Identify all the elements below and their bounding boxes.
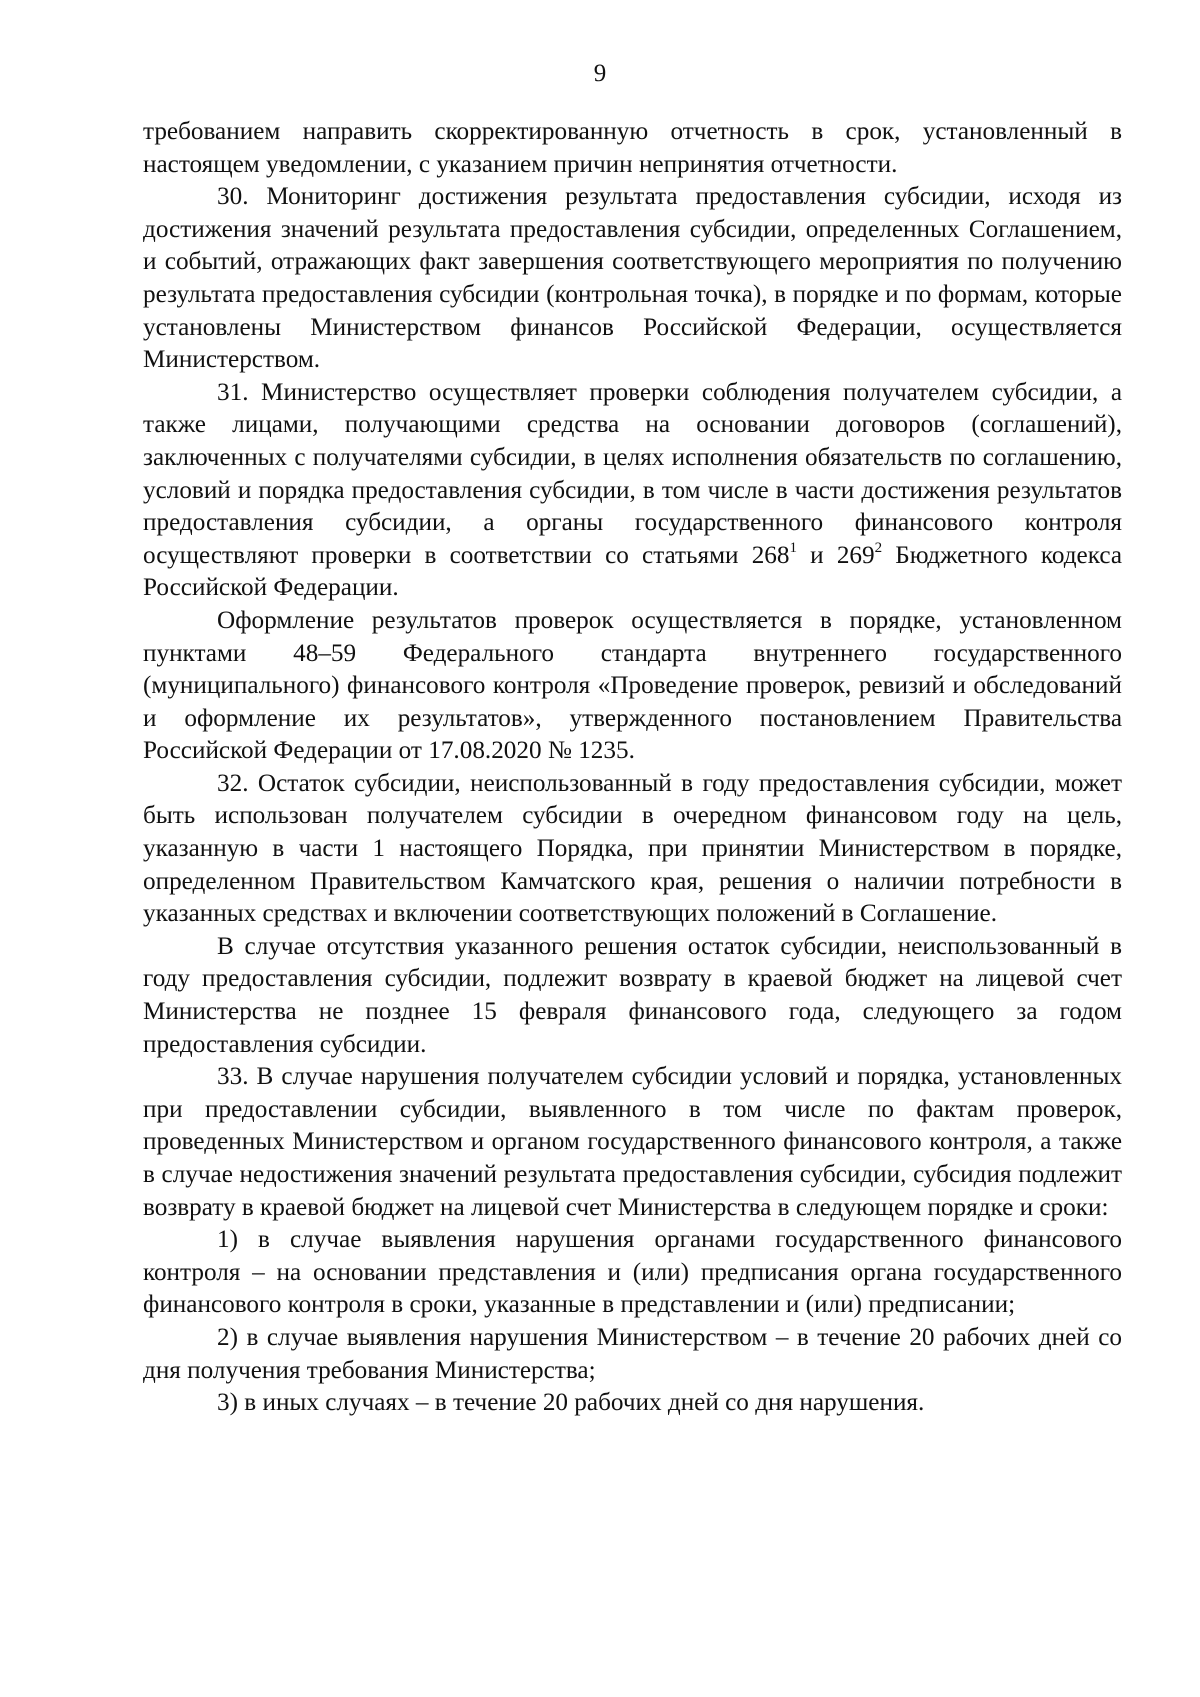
document-body	[143, 116, 1122, 1420]
paragraph-continuation: требованием направить скорректированную отчетность в срок, установленный в настоящем уведомлении, с указанием причин непринятия отчетности.	[143, 118, 1122, 178]
paragraph-31	[143, 377, 1122, 605]
paragraph-33-item-1: 1) в случае выявления нарушения органами государственного финансового контроля – на основании представления и (или) предписания органа государственного финансового контроля в сроки, указанные в представлении и (или) предписании;	[143, 1226, 1122, 1319]
paragraph-30: 30. Мониторинг достижения результата предоставления субсидии, исходя из достижения значений результата предоставления субсидии, определенных Соглашением, и событий, отражающих факт завершения соответствующего мероприятия по получению результата предоставления субсидии (контрольная точка), в порядке и по формам, которые установлены Министерством финансов Российской Федерации, осуществляется Министерством.	[143, 183, 1122, 374]
footnote-superscript-2: 2	[874, 540, 883, 557]
paragraph-33: 33. В случае нарушения получателем субсидии условий и порядка, установленных при предоставлении субсидии, выявленного в том числе по фактам проверок, проведенных Министерством и органом государственного финансового контроля, а также в случае недостижения значений результата предоставления субсидии, субсидия подлежит возврату в краевой бюджет на лицевой счет Министерства в следующем порядке и сроки:	[143, 1063, 1122, 1221]
paragraph-33-item-3: 3) в иных случаях – в течение 20 рабочих дней со дня нарушения.	[217, 1389, 925, 1417]
footnote-superscript-1: 1	[789, 540, 797, 557]
page-number: 9	[593, 60, 607, 87]
paragraph-33-item-2: 2) в случае выявления нарушения Министерством – в течение 20 рабочих дней со дня получения требования Министерства;	[143, 1323, 1122, 1384]
paragraph-31-text-a: 31. Министерство осуществляет проверки соблюдения получателем субсидии, а также лицами, получающими средства на основании договоров (соглашений), заключенных с получателями субсидии, в целях исполнения обязательств по соглашению, условий и порядка предоставления субсидии, в том числе в части достижения результатов предоставления субсидии, а органы государственного финансового контроля осуществляют проверки в соответствии со статьями 268	[143, 378, 1122, 569]
paragraph-31-text-c: Бюджетного кодекса Российской Федерации.	[143, 541, 1122, 602]
paragraph-31-registration: Оформление результатов проверок осуществляется в порядке, установленном пунктами 48–59 Федерального стандарта внутреннего государственного (муниципального) финансового контроля «Проведение проверок, ревизий и обследований и оформление их результатов», утвержденного постановлением Правительства Российской Федерации от 17.08.2020 № 1235.	[143, 606, 1122, 765]
paragraph-32: 32. Остаток субсидии, неиспользованный в году предоставления субсидии, может быть использован получателем субсидии в очередном финансовом году на цель, указанную в части 1 настоящего Порядка, при принятии Министерством в порядке, определенном Правительством Камчатского края, решения о наличии потребности в указанных средствах и включении соответствующих положений в Соглашение.	[143, 769, 1122, 928]
paragraph-32-return: В случае отсутствия указанного решения остаток субсидии, неиспользованный в году предоставления субсидии, подлежит возврату в краевой бюджет на лицевой счет Министерства не позднее 15 февраля финансового года, следующего за годом предоставления субсидии.	[143, 932, 1122, 1058]
paragraph-31-text-b: и 269	[797, 541, 875, 569]
